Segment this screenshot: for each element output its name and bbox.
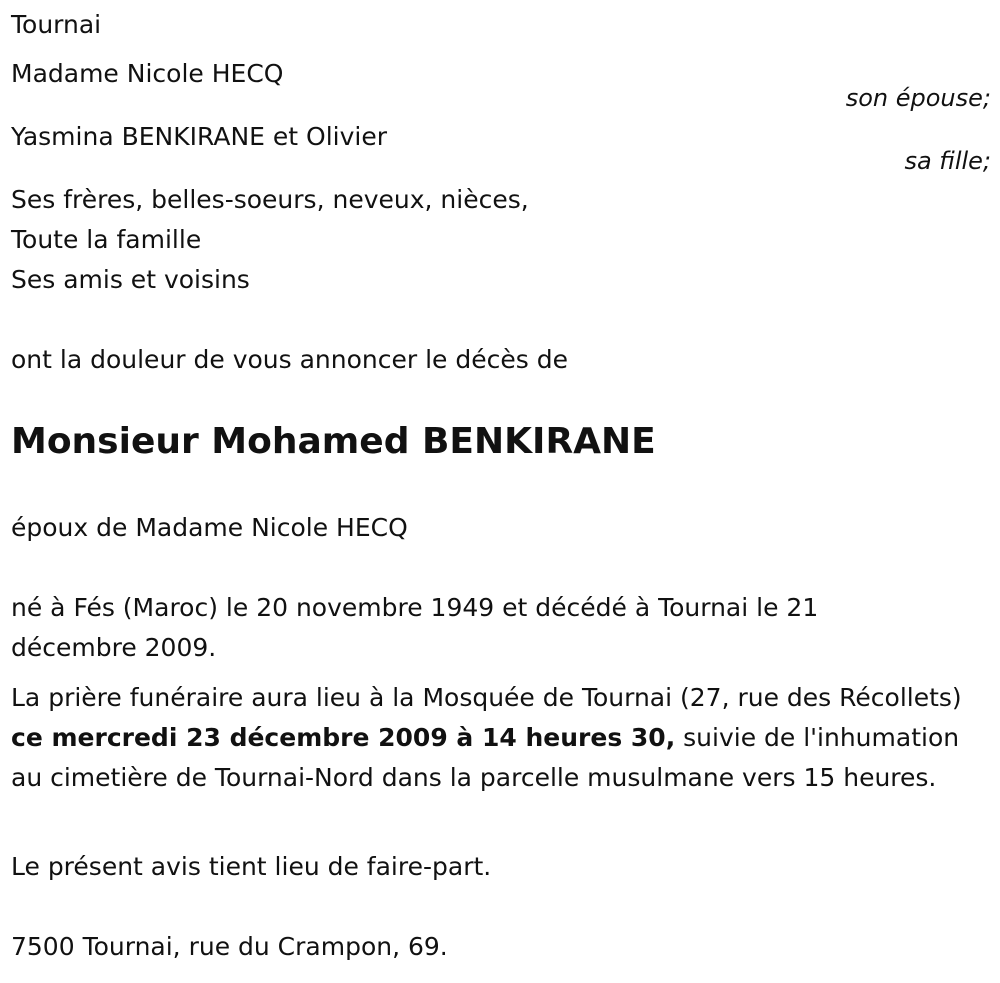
wife-role: son épouse; (845, 84, 991, 112)
relatives-line-3: Ses amis et voisins (11, 265, 250, 294)
prayer-datetime: ce mercredi 23 décembre 2009 à 14 heures 30, (11, 723, 676, 752)
daughter-name: Yasmina BENKIRANE et Olivier (11, 122, 388, 151)
prayer-intro: La prière funéraire aura lieu à la Mosquée de Tournai (27, rue des Récollets) (11, 683, 962, 712)
prayer-rest: suivie de l'inhumation au cimetière de Tournai-Nord dans la parcelle musulmane vers 15 heures. (11, 723, 960, 792)
daughter-role: sa fille; (904, 147, 991, 175)
announcement-text: ont la douleur de vous annoncer le décès de (11, 345, 568, 374)
notice-text: Le présent avis tient lieu de faire-part. (11, 852, 492, 881)
birth-death: né à Fés (Maroc) le 20 novembre 1949 et décédé à Tournai le 21 décembre 2009. (11, 593, 819, 662)
wife-name: Madame Nicole HECQ (11, 59, 284, 88)
deceased-name: Monsieur Mohamed BENKIRANE (11, 421, 656, 462)
prayer-paragraph (11, 678, 971, 798)
relatives-line-2: Toute la famille (11, 225, 202, 254)
relatives-line-1: Ses frères, belles-soeurs, neveux, nièces, (11, 185, 529, 214)
city-heading: Tournai (11, 10, 102, 39)
address: 7500 Tournai, rue du Crampon, 69. (11, 932, 448, 961)
spouse-of: époux de Madame Nicole HECQ (11, 513, 408, 542)
